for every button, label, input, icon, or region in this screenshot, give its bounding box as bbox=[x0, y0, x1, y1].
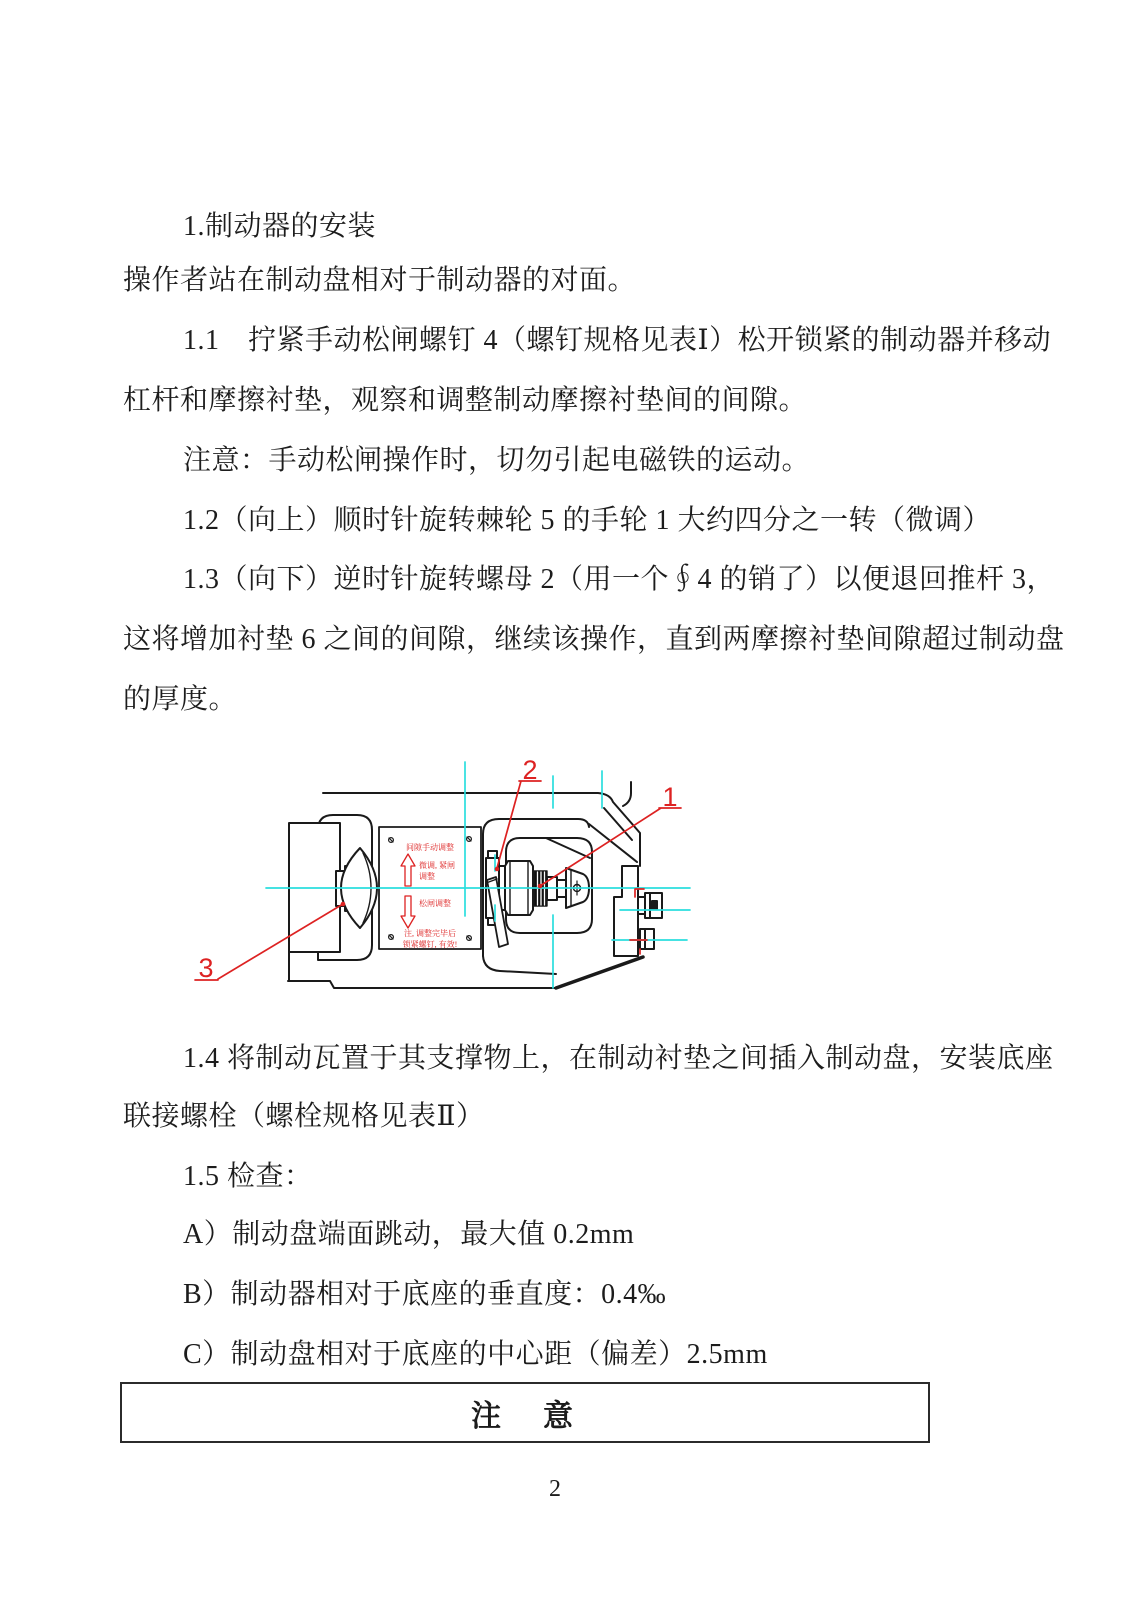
notice-box-label: 注 意 bbox=[471, 1399, 579, 1433]
text-line: 杠杆和摩擦衬垫，观察和调整制动摩擦衬垫间的间隙。 bbox=[123, 385, 808, 416]
callout-1-label: 1 bbox=[662, 782, 678, 812]
text-line: 的厚度。 bbox=[123, 684, 238, 715]
base-diagonal bbox=[556, 957, 643, 988]
text-line: 1.5 检查： bbox=[183, 1161, 313, 1192]
plate-title: 间隙手动调整 bbox=[406, 843, 454, 852]
lower-bolt bbox=[640, 929, 654, 949]
notice-box bbox=[120, 1382, 930, 1443]
text-line: A）制动盘端面跳动，最大值 0.2mm bbox=[183, 1219, 635, 1250]
text-line: 1.1 拧紧手动松闸螺钉 4（螺钉规格见表Ⅰ）松开锁紧的制动器并移动 bbox=[183, 325, 1052, 356]
plate-down-label: 松闸调整 bbox=[419, 899, 451, 908]
plate-note-1: 注, 调整完毕后 bbox=[404, 929, 456, 938]
text-line: 1.3（向下）逆时针旋转螺母 2（用一个∮4 的销了）以便退回推杆 3， bbox=[183, 564, 1056, 595]
callout-2-label: 2 bbox=[522, 755, 538, 785]
plate-up-label-2: 调整 bbox=[419, 872, 435, 881]
callout-2-leader bbox=[497, 781, 541, 868]
page-number: 2 bbox=[549, 1476, 561, 1502]
text-line: 操作者站在制动盘相对于制动器的对面。 bbox=[123, 265, 637, 296]
text-line: B）制动器相对于底座的垂直度：0.4‰ bbox=[183, 1279, 667, 1310]
mount-bracket bbox=[614, 866, 638, 956]
brake-diagram bbox=[180, 740, 710, 996]
bolt-red-mark bbox=[635, 889, 644, 897]
top-hook-line bbox=[623, 782, 631, 806]
text-line: 1.2（向上）顺时针旋转棘轮 5 的手轮 1 大约四分之一转（微调） bbox=[183, 505, 992, 536]
plate-note-2: 锁紧螺钉, 有效! bbox=[402, 940, 458, 949]
text-line: 1.4 将制动瓦置于其支撑物上，在制动衬垫之间插入制动盘，安装底座 bbox=[183, 1043, 1054, 1074]
text-line: 联接螺栓（螺栓规格见表Ⅱ） bbox=[123, 1101, 485, 1132]
section-title: 1.制动器的安装 bbox=[183, 211, 377, 242]
text-line: 注意：手动松闸操作时，切勿引起电磁铁的运动。 bbox=[183, 445, 811, 476]
text-line: 这将增加衬垫 6 之间的间隙，继续该操作，直到两摩擦衬垫间隙超过制动盘 bbox=[123, 624, 1065, 655]
text-line: C）制动盘相对于底座的中心距（偏差）2.5mm bbox=[183, 1339, 768, 1370]
callout-3-label: 3 bbox=[198, 953, 214, 983]
plate-up-label-1: 微调, 紧闸 bbox=[419, 861, 455, 870]
